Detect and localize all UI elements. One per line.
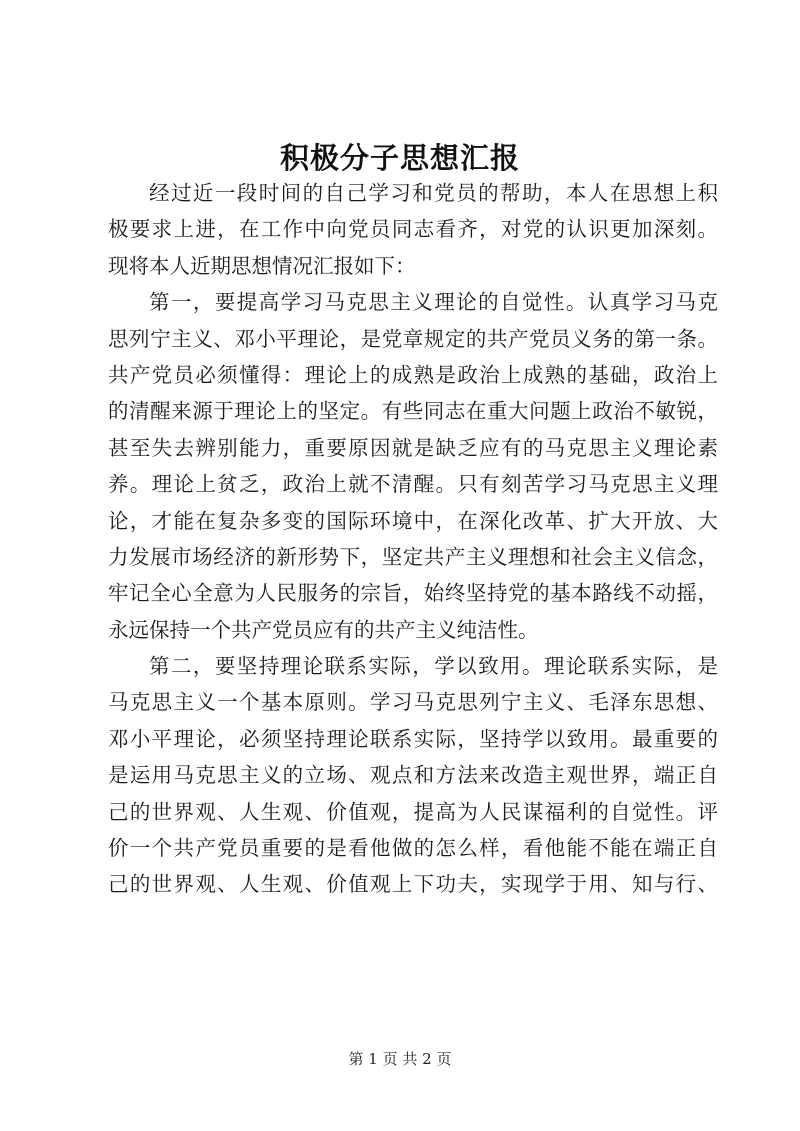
paragraph-2-line-10: 永远保持一个共产党员应有的共产主义纯洁性。 — [108, 617, 539, 642]
paragraph-2-line-3: 共产党员必须懂得：理论上的成熟是政治上成熟的基础，政治上 — [108, 362, 718, 387]
paragraph-2-line-2: 思列宁主义、邓小平理论，是党章规定的共产党员义务的第一条。 — [108, 326, 718, 351]
paragraph-2-line-7: 论，才能在复杂多变的国际环境中，在深化改革、扩大开放、大 — [108, 508, 718, 533]
paragraph-1-line-2: 极要求上进，在工作中向党员同志看齐，对党的认识更加深刻。 — [108, 217, 718, 242]
paragraph-1-line-1: 经过近一段时间的自己学习和党员的帮助，本人在思想上积 — [149, 181, 718, 205]
paragraph-3-line-3: 邓小平理论，必须坚持理论联系实际，坚持学以致用。最重要的 — [108, 726, 718, 751]
paragraph-3-line-5: 己的世界观、人生观、价值观，提高为人民谋福利的自觉性。评 — [108, 799, 718, 824]
paragraph-3-line-2: 马克思主义一个基本原则。学习马克思列宁主义、毛泽东思想、 — [108, 690, 718, 715]
paragraph-1-line-3: 现将本人近期思想情况汇报如下： — [108, 253, 416, 278]
paragraph-2-line-9: 牢记全心全意为人民服务的宗旨，始终坚持党的基本路线不动摇， — [108, 581, 718, 606]
document-body — [108, 175, 718, 903]
paragraph-2-line-6: 养。理论上贫乏，政治上就不清醒。只有刻苦学习马克思主义理 — [108, 472, 718, 497]
paragraph-2-line-4: 的清醒来源于理论上的坚定。有些同志在重大问题上政治不敏锐， — [108, 399, 718, 424]
paragraph-2-line-8: 力发展市场经济的新形势下，坚定共产主义理想和社会主义信念， — [108, 544, 718, 569]
paragraph-3-line-1: 第二，要坚持理论联系实际，学以致用。理论联系实际，是 — [149, 654, 718, 679]
paragraph-2-line-1: 第一，要提高学习马克思主义理论的自觉性。认真学习马克 — [149, 290, 718, 315]
paragraph-3-line-7: 己的世界观、人生观、价值观上下功夫，实现学于用、知与行、 — [108, 872, 718, 897]
paragraph-3-line-6: 价一个共产党员重要的是看他做的怎么样，看他能不能在端正自 — [108, 836, 718, 861]
paragraph-3-line-4: 是运用马克思主义的立场、观点和方法来改造主观世界，端正自 — [108, 763, 718, 788]
document-title: 积极分子思想汇报 — [279, 141, 520, 175]
paragraph-2-line-5: 甚至失去辨别能力，重要原因就是缺乏应有的马克思主义理论素 — [108, 435, 718, 460]
page-number-footer: 第 1 页 共 2 页 — [348, 1050, 452, 1068]
